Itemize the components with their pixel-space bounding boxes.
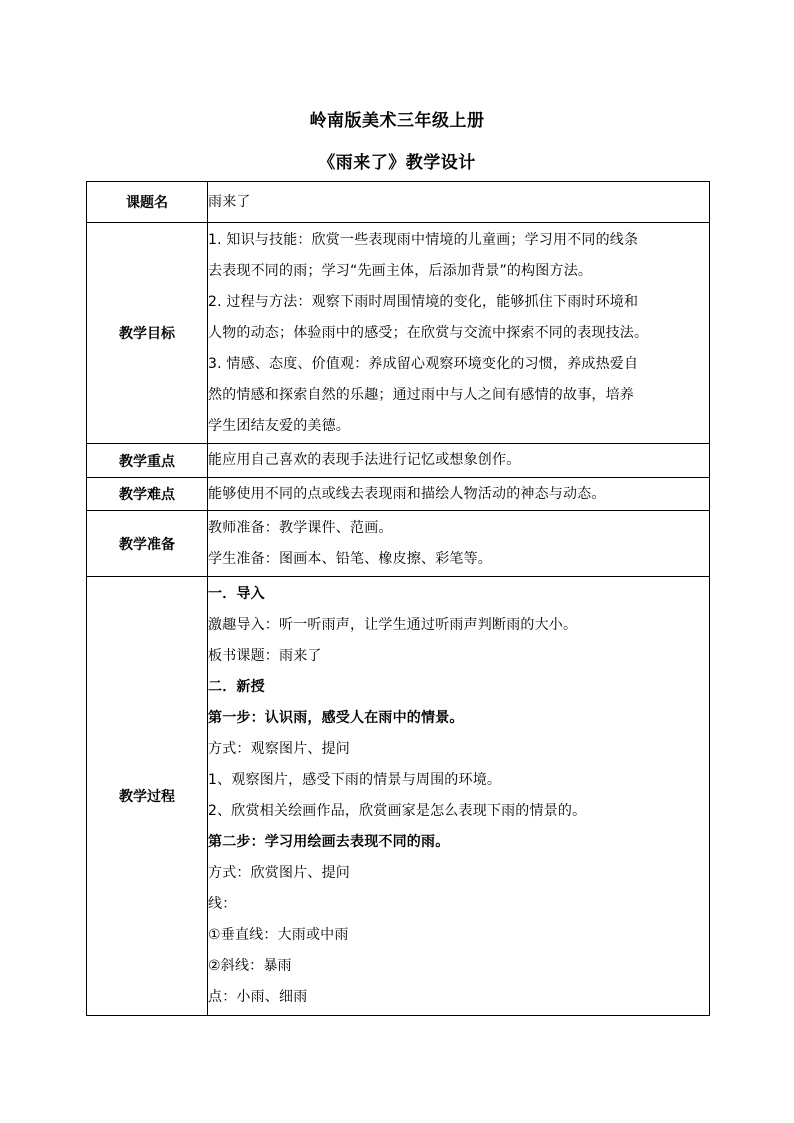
objectives-line: 然的情感和探索自然的乐趣；通过雨中与人之间有感情的故事，培养: [208, 386, 634, 403]
process-step-heading: 第一步：认识雨，感受人在雨中的情景。: [208, 710, 464, 726]
row-topic: [87, 182, 710, 223]
value-difficulties: [208, 478, 710, 511]
process-line: 2、欣赏相关绘画作品，欣赏画家是怎么表现下雨的情景的。: [208, 803, 587, 819]
process-line: 板书课题：雨来了: [208, 648, 322, 664]
topic-text: 雨来了: [208, 193, 251, 210]
row-key-points: [87, 444, 710, 478]
objectives-line: 去表现不同的雨；学习“先画主体，后添加背景”的构图方法。: [208, 262, 593, 279]
row-difficulties: [87, 478, 710, 511]
value-preparation: [208, 511, 710, 577]
label-process: 教学过程: [87, 577, 208, 1016]
label-key-points: 教学重点: [87, 444, 208, 478]
value-objectives: [208, 223, 710, 444]
value-topic: [208, 182, 710, 223]
key-points-text: 能应用自己喜欢的表现手法进行记忆或想象创作。: [208, 452, 521, 468]
row-process: [87, 577, 710, 1016]
objectives-line: 学生团结友爱的美德。: [208, 417, 350, 434]
document-title: 岭南版美术三年级上册: [309, 111, 485, 131]
process-line: 线：: [208, 896, 237, 912]
lesson-plan-table: [86, 181, 710, 1016]
objectives-line: 3. 情感、态度、价值观：养成留心观察环境变化的习惯，养成热爱自: [208, 355, 639, 372]
process-line: 激趣导入：听一听雨声，让学生通过听雨声判断雨的大小。: [208, 617, 578, 633]
process-line: 方式：欣赏图片、提问: [208, 865, 350, 881]
process-line: ②斜线：暴雨: [208, 958, 292, 974]
label-topic: 课题名: [87, 182, 208, 223]
preparation-line: 学生准备：图画本、铅笔、橡皮擦、彩笔等。: [208, 550, 492, 567]
value-process: [208, 577, 710, 1016]
row-objectives: [87, 223, 710, 444]
row-preparation: [87, 511, 710, 577]
process-heading: 二．新授: [208, 679, 265, 695]
value-key-points: [208, 444, 710, 478]
process-line: 点：小雨、细雨: [208, 989, 308, 1005]
objectives-line: 2. 过程与方法：观察下雨时周围情境的变化，能够抓住下雨时环境和: [208, 293, 639, 310]
process-heading: 一．导入: [208, 586, 265, 602]
objectives-line: 1. 知识与技能：欣赏一些表现雨中情境的儿童画；学习用不同的线条: [208, 231, 639, 248]
objectives-line: 人物的动态；体验雨中的感受；在欣赏与交流中探索不同的表现技法。: [208, 324, 649, 341]
process-line: 1、观察图片，感受下雨的情景与周围的环境。: [208, 772, 502, 788]
document-subtitle: 《雨来了》教学设计: [318, 153, 476, 173]
label-difficulties: 教学难点: [87, 478, 208, 511]
process-line: ①垂直线：大雨或中雨: [208, 927, 349, 943]
process-line: 方式：观察图片、提问: [208, 741, 350, 757]
label-preparation: 教学准备: [87, 511, 208, 577]
difficulties-text: 能够使用不同的点或线去表现雨和描绘人物活动的神态与动态。: [208, 485, 606, 502]
label-objectives: 教学目标: [87, 223, 208, 444]
preparation-line: 教师准备：教学课件、范画。: [208, 519, 393, 536]
process-step-heading: 第二步：学习用绘画去表现不同的雨。: [208, 834, 450, 850]
